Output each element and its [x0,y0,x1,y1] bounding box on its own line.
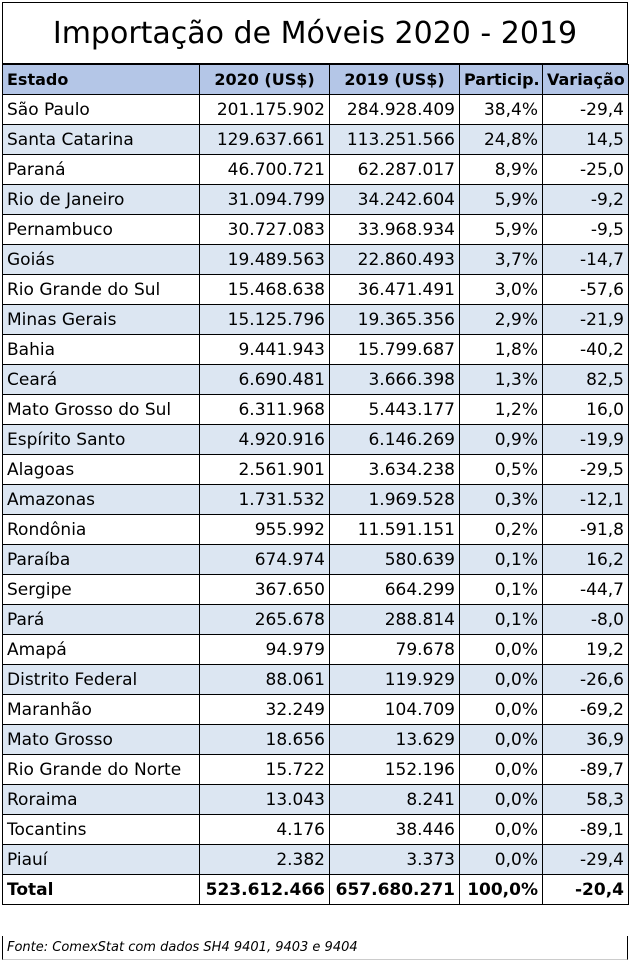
cell-variacao[interactable]: -12,1 [543,485,629,515]
table-row [3,665,629,695]
cell-2019[interactable]: 113.251.566 [330,125,460,155]
table-row [3,155,629,185]
cell-2020[interactable]: 18.656 [200,725,330,755]
cell-particip[interactable]: 0,9% [460,425,543,455]
cell-variacao[interactable]: 36,9 [543,725,629,755]
cell-2020[interactable]: 15.125.796 [200,305,330,335]
cell-estado[interactable]: Ceará [3,365,200,395]
cell-estado[interactable]: Tocantins [3,815,200,845]
cell-2019[interactable]: 19.365.356 [330,305,460,335]
cell-particip[interactable]: 1,2% [460,395,543,425]
table-row [3,845,629,875]
cell-particip[interactable]: 5,9% [460,215,543,245]
cell-estado[interactable]: São Paulo [3,95,200,125]
cell-estado[interactable]: Rio Grande do Sul [3,275,200,305]
import-table [2,64,629,905]
cell-variacao[interactable]: 16,2 [543,545,629,575]
table-row [3,725,629,755]
cell-2019[interactable]: 5.443.177 [330,395,460,425]
source-note: Fonte: ComexStat com dados SH4 9401, 9403 e 9404 [2,936,628,960]
cell-estado[interactable]: Rondônia [3,515,200,545]
cell-variacao[interactable]: -29,4 [543,845,629,875]
cell-2020[interactable]: 2.382 [200,845,330,875]
cell-2019[interactable]: 1.969.528 [330,485,460,515]
cell-2019[interactable]: 79.678 [330,635,460,665]
cell-2020[interactable]: 2.561.901 [200,455,330,485]
cell-2020[interactable]: 15.468.638 [200,275,330,305]
cell-2019[interactable]: 284.928.409 [330,95,460,125]
cell-variacao[interactable]: -91,8 [543,515,629,545]
cell-estado[interactable]: Distrito Federal [3,665,200,695]
cell-2020[interactable]: 129.637.661 [200,125,330,155]
cell-2020[interactable]: 31.094.799 [200,185,330,215]
cell-estado[interactable]: Maranhão [3,695,200,725]
cell-variacao[interactable]: -44,7 [543,575,629,605]
cell-estado[interactable]: Espírito Santo [3,425,200,455]
cell-2019[interactable]: 6.146.269 [330,425,460,455]
cell-2019[interactable]: 38.446 [330,815,460,845]
cell-variacao[interactable]: -25,0 [543,155,629,185]
cell-2020[interactable]: 955.992 [200,515,330,545]
cell-particip[interactable]: 5,9% [460,185,543,215]
cell-estado[interactable]: Paraná [3,155,200,185]
cell-2019[interactable]: 11.591.151 [330,515,460,545]
cell-variacao[interactable]: -57,6 [543,275,629,305]
cell-estado[interactable]: Rio de Janeiro [3,185,200,215]
cell-estado[interactable]: Pará [3,605,200,635]
cell-estado[interactable]: Amazonas [3,485,200,515]
cell-particip[interactable]: 2,9% [460,305,543,335]
cell-particip[interactable]: 0,0% [460,785,543,815]
cell-particip[interactable]: 0,1% [460,575,543,605]
cell-particip[interactable]: 1,3% [460,365,543,395]
cell-estado[interactable]: Alagoas [3,455,200,485]
cell-2020[interactable]: 674.974 [200,545,330,575]
cell-2020[interactable]: 1.731.532 [200,485,330,515]
table-row [3,185,629,215]
cell-2019[interactable]: 8.241 [330,785,460,815]
table-row [3,755,629,785]
cell-2019[interactable]: 104.709 [330,695,460,725]
table-row [3,305,629,335]
cell-2020[interactable]: 88.061 [200,665,330,695]
cell-estado[interactable]: Piauí [3,845,200,875]
cell-2020[interactable]: 4.176 [200,815,330,845]
cell-variacao[interactable]: -40,2 [543,335,629,365]
total-cell-2019[interactable]: 657.680.271 [330,875,460,905]
total-cell-estado[interactable]: Total [3,875,200,905]
cell-estado[interactable]: Pernambuco [3,215,200,245]
col-header-variacao[interactable]: Variação [543,65,629,95]
cell-particip[interactable]: 8,9% [460,155,543,185]
table-row [3,575,629,605]
cell-2019[interactable]: 119.929 [330,665,460,695]
cell-2019[interactable]: 152.196 [330,755,460,785]
table-row [3,815,629,845]
cell-2020[interactable]: 6.311.968 [200,395,330,425]
cell-variacao[interactable]: -29,5 [543,455,629,485]
cell-particip[interactable]: 0,0% [460,695,543,725]
cell-2020[interactable]: 32.249 [200,695,330,725]
table-row [3,245,629,275]
total-cell-variacao[interactable]: -20,4 [543,875,629,905]
cell-variacao[interactable]: -21,9 [543,305,629,335]
cell-estado[interactable]: Rio Grande do Norte [3,755,200,785]
cell-2019[interactable]: 288.814 [330,605,460,635]
cell-estado[interactable]: Sergipe [3,575,200,605]
cell-2019[interactable]: 3.666.398 [330,365,460,395]
cell-variacao[interactable]: 14,5 [543,125,629,155]
cell-2020[interactable]: 46.700.721 [200,155,330,185]
cell-2020[interactable]: 15.722 [200,755,330,785]
cell-estado[interactable]: Santa Catarina [3,125,200,155]
cell-particip[interactable]: 0,0% [460,755,543,785]
table-title: Importação de Móveis 2020 - 2019 [2,2,628,64]
cell-particip[interactable]: 3,7% [460,245,543,275]
table-row [3,125,629,155]
cell-particip[interactable]: 0,2% [460,515,543,545]
cell-2019[interactable]: 62.287.017 [330,155,460,185]
cell-estado[interactable]: Paraíba [3,545,200,575]
cell-variacao[interactable]: -19,9 [543,425,629,455]
table-row [3,605,629,635]
cell-2019[interactable]: 34.242.604 [330,185,460,215]
cell-particip[interactable]: 0,0% [460,845,543,875]
col-header-2019[interactable]: 2019 (US$) [330,65,460,95]
cell-2019[interactable]: 3.373 [330,845,460,875]
cell-2020[interactable]: 367.650 [200,575,330,605]
cell-particip[interactable]: 1,8% [460,335,543,365]
cell-particip[interactable]: 38,4% [460,95,543,125]
cell-estado[interactable]: Minas Gerais [3,305,200,335]
cell-variacao[interactable]: -89,1 [543,815,629,845]
cell-particip[interactable]: 24,8% [460,125,543,155]
table-row [3,95,629,125]
table-row [3,545,629,575]
table-row [3,335,629,365]
col-header-estado[interactable]: Estado [3,65,200,95]
cell-estado[interactable]: Mato Grosso do Sul [3,395,200,425]
table-row [3,515,629,545]
table-row [3,695,629,725]
header-row [3,65,629,95]
cell-estado[interactable]: Roraima [3,785,200,815]
table-row [3,215,629,245]
cell-particip[interactable]: 0,1% [460,545,543,575]
table-row [3,485,629,515]
total-row [3,875,629,905]
col-header-2020[interactable]: 2020 (US$) [200,65,330,95]
cell-2019[interactable]: 33.968.934 [330,215,460,245]
cell-2020[interactable]: 9.441.943 [200,335,330,365]
cell-variacao[interactable]: 82,5 [543,365,629,395]
cell-variacao[interactable]: 16,0 [543,395,629,425]
cell-estado[interactable]: Bahia [3,335,200,365]
cell-2020[interactable]: 6.690.481 [200,365,330,395]
cell-2020[interactable]: 13.043 [200,785,330,815]
cell-2020[interactable]: 94.979 [200,635,330,665]
cell-particip[interactable]: 0,1% [460,605,543,635]
cell-2019[interactable]: 580.639 [330,545,460,575]
table-row [3,785,629,815]
cell-particip[interactable]: 0,5% [460,455,543,485]
table-row [3,275,629,305]
col-header-particip[interactable]: Particip. [460,65,543,95]
table-row [3,635,629,665]
cell-2020[interactable]: 4.920.916 [200,425,330,455]
cell-variacao[interactable]: -89,7 [543,755,629,785]
cell-variacao[interactable]: -14,7 [543,245,629,275]
total-cell-2020[interactable]: 523.612.466 [200,875,330,905]
cell-particip[interactable]: 0,0% [460,725,543,755]
cell-variacao[interactable]: -9,5 [543,215,629,245]
table-row [3,395,629,425]
cell-variacao[interactable]: -69,2 [543,695,629,725]
cell-2020[interactable]: 265.678 [200,605,330,635]
table-row [3,365,629,395]
table-row [3,425,629,455]
cell-variacao[interactable]: -8,0 [543,605,629,635]
table-row [3,455,629,485]
cell-particip[interactable]: 0,3% [460,485,543,515]
cell-variacao[interactable]: -9,2 [543,185,629,215]
cell-2020[interactable]: 30.727.083 [200,215,330,245]
cell-2019[interactable]: 3.634.238 [330,455,460,485]
cell-particip[interactable]: 0,0% [460,815,543,845]
cell-2019[interactable]: 36.471.491 [330,275,460,305]
cell-2019[interactable]: 22.860.493 [330,245,460,275]
cell-2019[interactable]: 13.629 [330,725,460,755]
cell-estado[interactable]: Goiás [3,245,200,275]
cell-2020[interactable]: 19.489.563 [200,245,330,275]
cell-2019[interactable]: 15.799.687 [330,335,460,365]
cell-particip[interactable]: 0,0% [460,665,543,695]
cell-estado[interactable]: Amapá [3,635,200,665]
cell-particip[interactable]: 0,0% [460,635,543,665]
cell-variacao[interactable]: 58,3 [543,785,629,815]
total-cell-particip[interactable]: 100,0% [460,875,543,905]
cell-particip[interactable]: 3,0% [460,275,543,305]
cell-2020[interactable]: 201.175.902 [200,95,330,125]
cell-2019[interactable]: 664.299 [330,575,460,605]
cell-estado[interactable]: Mato Grosso [3,725,200,755]
cell-variacao[interactable]: -26,6 [543,665,629,695]
cell-variacao[interactable]: 19,2 [543,635,629,665]
cell-variacao[interactable]: -29,4 [543,95,629,125]
